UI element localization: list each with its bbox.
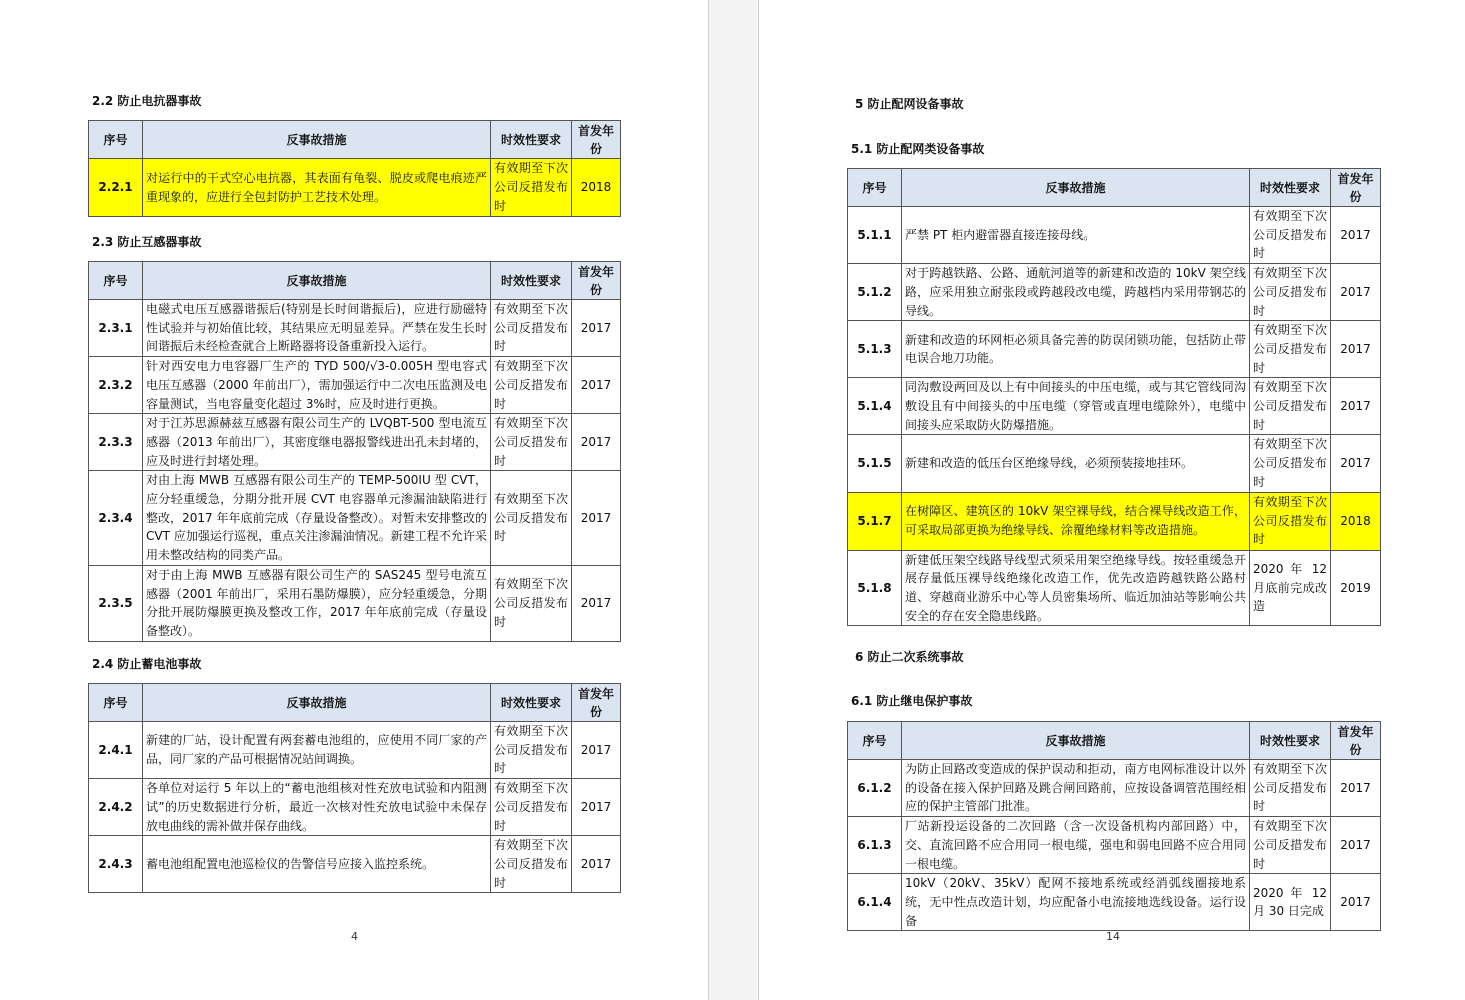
header-measure: 反事故措施 (143, 684, 491, 722)
row-year: 2018 (1331, 492, 1381, 550)
row-number: 2.3.4 (89, 471, 143, 566)
header-time: 时效性要求 (1250, 722, 1331, 760)
row-time-requirement: 有效期至下次公司反措发布时 (491, 300, 572, 357)
page-right (758, 0, 1465, 1000)
row-number: 6.1.2 (848, 760, 902, 817)
measures-table (847, 168, 1381, 626)
row-measure: 对由上海 MWB 互感器有限公司生产的 TEMP-500IU 型 CVT，应分轻重缓急，分期分批开展 CVT 电容器单元渗漏油缺陷进行整改，2017 年年底前完成（存量设备整改）。对暂未安排整改的 CVT 应加强运行巡视，重点关注渗漏油情况。新建工程不允许采用未整改结构的同类产品。 (143, 471, 491, 566)
row-time-requirement: 2020 年 12 月 30 日完成 (1250, 874, 1331, 931)
row-measure: 对于由上海 MWB 互感器有限公司生产的 SAS245 型号电流互感器（2001 年前出厂，采用石墨防爆膜），应分轻重缓急，分期分批开展防爆膜更换及整改工作，2017 年年底前完成（存量设备整改）。 (143, 565, 491, 641)
table-row (848, 550, 1381, 626)
row-number: 2.3.5 (89, 565, 143, 641)
row-time-requirement: 有效期至下次公司反措发布时 (491, 159, 572, 217)
section-heading: 2.3 防止互感器事故 (92, 235, 202, 249)
row-measure: 严禁 PT 柜内避雷器直接连接母线。 (902, 207, 1250, 264)
page-number: 4 (351, 930, 358, 943)
table-row (89, 357, 621, 414)
row-time-requirement: 有效期至下次公司反措发布时 (491, 357, 572, 414)
row-number: 2.4.3 (89, 836, 143, 893)
table-row (89, 159, 621, 217)
row-measure: 蓄电池组配置电池巡检仪的告警信号应接入监控系统。 (143, 836, 491, 893)
page-gap (709, 0, 757, 1000)
header-year: 首发年份 (572, 262, 621, 300)
row-number: 5.1.8 (848, 550, 902, 626)
row-time-requirement: 有效期至下次公司反措发布时 (491, 722, 572, 779)
row-measure: 同沟敷设两回及以上有中间接头的中压电缆，或与其它管线同沟敷设且有中间接头的中压电缆（穿管或直埋电缆除外），电缆中间接头应采取防火防爆措施。 (902, 378, 1250, 435)
row-number: 5.1.7 (848, 492, 902, 550)
table-row (89, 471, 621, 566)
header-measure: 反事故措施 (143, 262, 491, 300)
header-time: 时效性要求 (491, 262, 572, 300)
row-year: 2019 (1331, 550, 1381, 626)
table-header-row (89, 262, 621, 300)
row-year: 2017 (1331, 378, 1381, 435)
row-measure: 针对西安电力电容器厂生产的 TYD 500/√3-0.005H 型电容式电压互感器（2000 年前出厂），需加强运行中二次电压监测及电容量测试，当电容量变化超过 3%时，应及时进行更换。 (143, 357, 491, 414)
row-year: 2017 (572, 300, 621, 357)
table-row (848, 817, 1381, 874)
row-time-requirement: 有效期至下次公司反措发布时 (1250, 435, 1331, 492)
section-heading: 6.1 防止继电保护事故 (851, 694, 973, 708)
table-row (848, 378, 1381, 435)
row-number: 2.3.1 (89, 300, 143, 357)
row-number: 5.1.3 (848, 321, 902, 378)
row-time-requirement: 有效期至下次公司反措发布时 (491, 471, 572, 566)
header-year: 首发年份 (1331, 169, 1381, 207)
row-measure: 对于江苏思源赫兹互感器有限公司生产的 LVQBT-500 型电流互感器（2013 年前出厂），其密度继电器报警线进出孔未封堵的，应及时进行封堵处理。 (143, 414, 491, 471)
header-no: 序号 (848, 169, 902, 207)
table-row (89, 300, 621, 357)
section-heading: 2.2 防止电抗器事故 (92, 94, 202, 108)
row-time-requirement: 有效期至下次公司反措发布时 (1250, 817, 1331, 874)
row-measure: 电磁式电压互感器谐振后(特别是长时间谐振后)，应进行励磁特性试验并与初始值比较，其结果应无明显差异。严禁在发生长时间谐振后未经检查就合上断路器将设备重新投入运行。 (143, 300, 491, 357)
row-measure: 各单位对运行 5 年以上的“蓄电池组核对性充放电试验和内阻测试”的历史数据进行分析，最近一次核对性充放电试验中未保存放电曲线的需补做并保存曲线。 (143, 779, 491, 836)
row-time-requirement: 有效期至下次公司反措发布时 (1250, 492, 1331, 550)
row-time-requirement: 有效期至下次公司反措发布时 (491, 565, 572, 641)
row-number: 6.1.4 (848, 874, 902, 931)
table-row (89, 722, 621, 779)
row-time-requirement: 有效期至下次公司反措发布时 (1250, 264, 1331, 321)
header-time: 时效性要求 (491, 684, 572, 722)
row-number: 6.1.3 (848, 817, 902, 874)
row-number: 2.4.2 (89, 779, 143, 836)
row-number: 5.1.1 (848, 207, 902, 264)
row-time-requirement: 有效期至下次公司反措发布时 (1250, 378, 1331, 435)
header-no: 序号 (89, 684, 143, 722)
row-number: 5.1.2 (848, 264, 902, 321)
table-row (848, 321, 1381, 378)
row-number: 2.3.2 (89, 357, 143, 414)
page-number: 14 (1106, 930, 1120, 943)
row-number: 5.1.4 (848, 378, 902, 435)
measures-table (847, 721, 1381, 931)
table-row (848, 874, 1381, 931)
row-measure: 新建的厂站，设计配置有两套蓄电池组的，应使用不同厂家的产品，同厂家的产品可根据情况站间调换。 (143, 722, 491, 779)
table-row (89, 836, 621, 893)
row-year: 2017 (1331, 760, 1381, 817)
row-measure: 新建和改造的低压台区绝缘导线，必须预装接地挂环。 (902, 435, 1250, 492)
table-row (848, 492, 1381, 550)
page-left (0, 0, 709, 1000)
row-year: 2018 (572, 159, 621, 217)
table-row (89, 779, 621, 836)
row-year: 2017 (572, 722, 621, 779)
row-time-requirement: 有效期至下次公司反措发布时 (491, 779, 572, 836)
header-measure: 反事故措施 (902, 169, 1250, 207)
table-row (89, 414, 621, 471)
measures-table (88, 683, 621, 893)
table-row (848, 207, 1381, 264)
section-heading: 2.4 防止蓄电池事故 (92, 657, 202, 671)
table-row (848, 760, 1381, 817)
row-year: 2017 (572, 565, 621, 641)
row-time-requirement: 有效期至下次公司反措发布时 (491, 836, 572, 893)
row-number: 2.3.3 (89, 414, 143, 471)
header-no: 序号 (89, 262, 143, 300)
row-measure: 厂站新投运设备的二次回路（含一次设备机构内部回路）中，交、直流回路不应合用同一根电缆，强电和弱电回路不应合用同一根电缆。 (902, 817, 1250, 874)
row-year: 2017 (1331, 321, 1381, 378)
row-year: 2017 (572, 357, 621, 414)
header-year: 首发年份 (572, 684, 621, 722)
header-year: 首发年份 (572, 121, 621, 159)
header-measure: 反事故措施 (902, 722, 1250, 760)
measures-table (88, 261, 621, 642)
header-time: 时效性要求 (491, 121, 572, 159)
measures-table (88, 120, 621, 217)
row-year: 2017 (1331, 435, 1381, 492)
table-row (89, 565, 621, 641)
header-year: 首发年份 (1331, 722, 1381, 760)
row-measure: 10kV（20kV、35kV）配网不接地系统或经消弧线圈接地系统，无中性点改造计划，均应配备小电流接地选线设备。运行设备 (902, 874, 1250, 931)
chapter-heading: 6 防止二次系统事故 (855, 650, 964, 664)
table-row (848, 435, 1381, 492)
header-measure: 反事故措施 (143, 121, 491, 159)
header-time: 时效性要求 (1250, 169, 1331, 207)
row-year: 2017 (1331, 264, 1381, 321)
row-measure: 在树障区、建筑区的 10kV 架空裸导线，结合裸导线改造工作，可采取局部更换为绝缘导线、涂覆绝缘材料等改造措施。 (902, 492, 1250, 550)
row-year: 2017 (572, 779, 621, 836)
row-year: 2017 (572, 414, 621, 471)
row-year: 2017 (1331, 874, 1381, 931)
row-time-requirement: 有效期至下次公司反措发布时 (1250, 207, 1331, 264)
row-time-requirement: 2020 年 12 月底前完成改造 (1250, 550, 1331, 626)
row-measure: 新建低压架空线路导线型式须采用架空绝缘导线。按轻重缓急开展存量低压裸导线绝缘化改造工作，优先改造跨越铁路公路村道、穿越商业游乐中心等人员密集场所、临近加油站等影响公共安全的存在安全隐患线路。 (902, 550, 1250, 626)
row-year: 2017 (572, 471, 621, 566)
chapter-heading: 5 防止配网设备事故 (855, 97, 964, 111)
row-year: 2017 (572, 836, 621, 893)
table-header-row (89, 121, 621, 159)
row-number: 5.1.5 (848, 435, 902, 492)
row-year: 2017 (1331, 817, 1381, 874)
row-measure: 对运行中的干式空心电抗器，其表面有龟裂、脱皮或爬电痕迹严重现象的，应进行全包封防护工艺技术处理。 (143, 159, 491, 217)
table-header-row (848, 169, 1381, 207)
table-row (848, 264, 1381, 321)
row-measure: 为防止回路改变造成的保护误动和拒动，南方电网标准设计以外的设备在接入保护回路及跳合闸回路前，应按设备调管范围经相应的保护主管部门批准。 (902, 760, 1250, 817)
row-year: 2017 (1331, 207, 1381, 264)
header-no: 序号 (848, 722, 902, 760)
row-number: 2.4.1 (89, 722, 143, 779)
row-measure: 对于跨越铁路、公路、通航河道等的新建和改造的 10kV 架空线路，应采用独立耐张段或跨越段改电缆，跨越档内采用带钢芯的导线。 (902, 264, 1250, 321)
table-header-row (89, 684, 621, 722)
table-header-row (848, 722, 1381, 760)
section-heading: 5.1 防止配网类设备事故 (851, 142, 985, 156)
row-time-requirement: 有效期至下次公司反措发布时 (1250, 760, 1331, 817)
row-time-requirement: 有效期至下次公司反措发布时 (491, 414, 572, 471)
header-no: 序号 (89, 121, 143, 159)
row-measure: 新建和改造的环网柜必须具备完善的防误闭锁功能，包括防止带电误合地刀功能。 (902, 321, 1250, 378)
row-number: 2.2.1 (89, 159, 143, 217)
row-time-requirement: 有效期至下次公司反措发布时 (1250, 321, 1331, 378)
